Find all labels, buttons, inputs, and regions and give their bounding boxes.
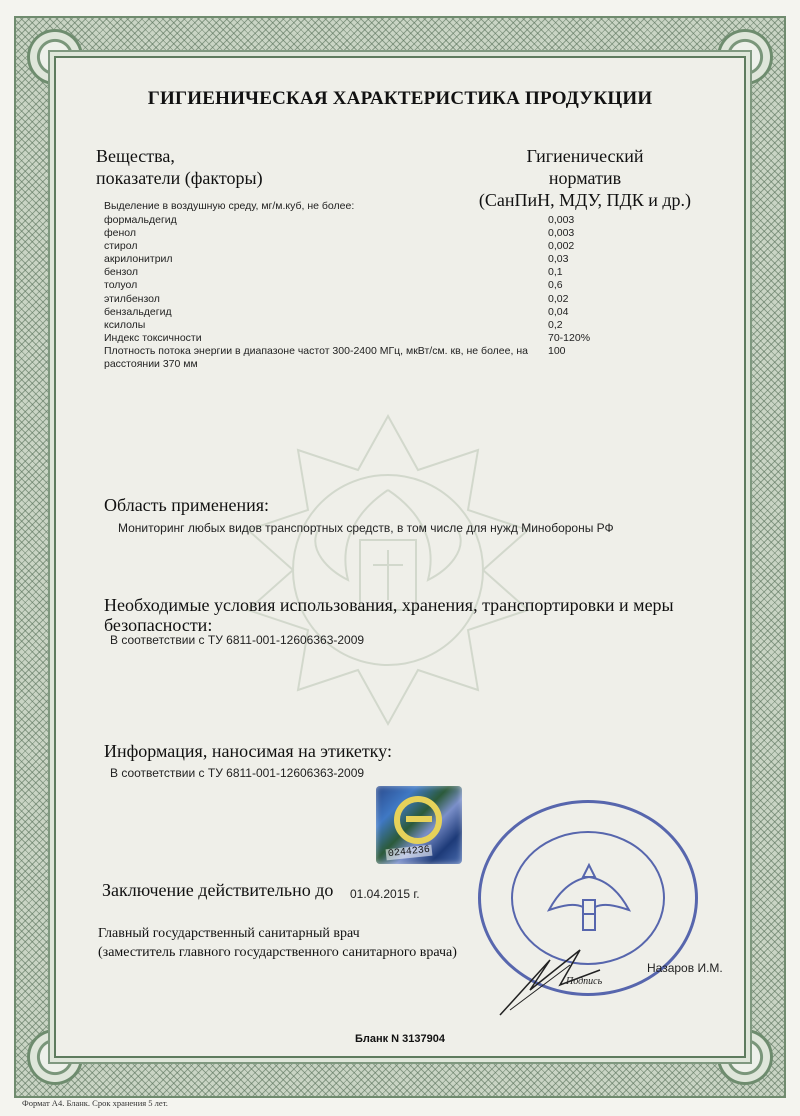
header-line: (СанПиН, МДУ, ПДК и др.) bbox=[478, 190, 692, 210]
intro-text: Выделение в воздушную среду, мг/м.куб, не более: bbox=[104, 200, 355, 212]
hologram-bar bbox=[406, 816, 432, 822]
signature-caption: Подпись bbox=[566, 976, 603, 987]
conditions-value: В соответствии с ТУ 6811-001-12606363-2009 bbox=[110, 633, 365, 647]
eagle-emblem-icon bbox=[539, 855, 639, 945]
signer-title: Главный государственный санитарный врач bbox=[98, 926, 360, 941]
substance-value: 0,002 bbox=[548, 240, 575, 253]
substance-value: 0,6 bbox=[548, 279, 563, 292]
table-row bbox=[104, 200, 624, 214]
substance-name: фенол bbox=[104, 227, 137, 240]
table-row bbox=[104, 266, 624, 279]
substances-table bbox=[104, 200, 624, 373]
substance-value: 0,02 bbox=[548, 292, 569, 305]
energy-density-value: 100 bbox=[548, 344, 566, 357]
table-row bbox=[104, 214, 624, 227]
substance-name: толуол bbox=[104, 279, 138, 292]
substance-name: Индекс токсичности bbox=[104, 331, 202, 344]
substance-name: бензол bbox=[104, 266, 138, 279]
substance-name: акрилонитрил bbox=[104, 253, 173, 266]
format-note: Формат А4. Бланк. Срок хранения 5 лет. bbox=[22, 1098, 168, 1108]
table-row bbox=[104, 293, 624, 306]
substance-name: ксилолы bbox=[104, 318, 146, 331]
energy-density-text: Плотность потока энергии в диапазоне частот 300-2400 МГц, мкВт/см. кв, не более, на расстоянии 370 мм bbox=[104, 344, 528, 370]
label-info-value: В соответствии с ТУ 6811-001-12606363-2009 bbox=[110, 766, 365, 780]
table-row bbox=[104, 253, 624, 266]
substances-column-header bbox=[96, 145, 263, 189]
substance-value: 0,03 bbox=[548, 253, 569, 266]
table-row bbox=[104, 306, 624, 319]
table-row bbox=[104, 279, 624, 292]
substance-value: 0,2 bbox=[548, 318, 563, 331]
header-line: показатели (факторы) bbox=[96, 168, 263, 188]
substance-value: 0,003 bbox=[548, 214, 575, 226]
label-info-label: Информация, наносимая на этикетку: bbox=[104, 741, 392, 761]
substance-name: бензальдегид bbox=[104, 305, 172, 318]
header-line: Вещества, bbox=[96, 146, 175, 166]
substance-name: стирол bbox=[104, 240, 138, 253]
substance-name: формальдегид bbox=[104, 214, 177, 226]
table-row bbox=[104, 227, 624, 240]
substance-value: 0,04 bbox=[548, 305, 569, 318]
validity-date: 01.04.2015 г. bbox=[350, 887, 420, 901]
substance-name: этилбензол bbox=[104, 292, 160, 305]
signer-title-sub: (заместитель главного государственного санитарного врача) bbox=[98, 945, 457, 960]
hologram-sticker bbox=[376, 786, 462, 864]
header-line: норматив bbox=[548, 168, 622, 188]
table-row bbox=[104, 345, 624, 373]
emblem-watermark-icon bbox=[228, 410, 548, 730]
scope-label: Область применения: bbox=[104, 495, 270, 515]
conditions-label-cont: безопасности: bbox=[104, 615, 213, 635]
blank-number: Бланк N 3137904 bbox=[354, 1033, 446, 1045]
table-row bbox=[104, 332, 624, 345]
substance-value: 70-120% bbox=[548, 331, 591, 344]
scope-value: Мониторинг любых видов транспортных средств, в том числе для нужд Минобороны РФ bbox=[118, 521, 614, 535]
document-title: ГИГИЕНИЧЕСКАЯ ХАРАКТЕРИСТИКА ПРОДУКЦИИ bbox=[147, 88, 653, 109]
validity-label: Заключение действительно до bbox=[102, 880, 334, 900]
hologram-code: 0244236 bbox=[387, 844, 431, 861]
signer-name: Назаров И.М. bbox=[647, 961, 723, 975]
substance-value: 0,1 bbox=[548, 266, 563, 279]
substance-value: 0,003 bbox=[548, 227, 575, 240]
header-line: Гигиенический bbox=[526, 146, 644, 166]
conditions-label: Необходимые условия использования, хранения, транспортировки и меры bbox=[104, 595, 674, 615]
table-row bbox=[104, 319, 624, 332]
table-row bbox=[104, 240, 624, 253]
